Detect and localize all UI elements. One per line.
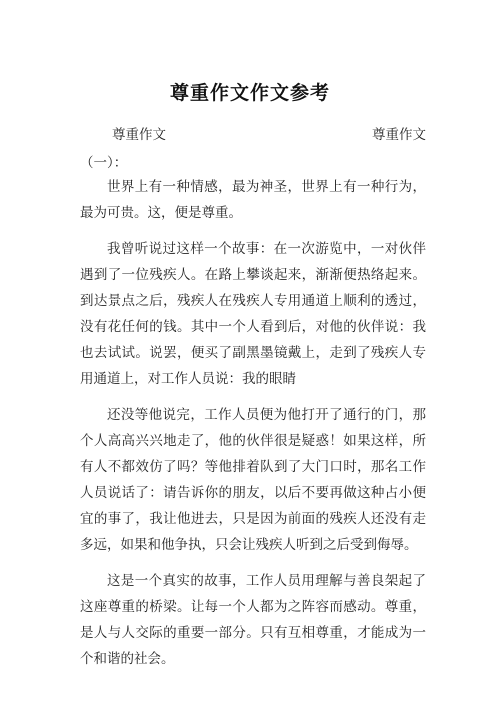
- meta-left-label: 尊重作文: [112, 127, 166, 143]
- paragraph: 我曾听说过这样一个故事：在一次游览中，一对伙伴遇到了一位残疾人。在路上攀谈起来，渐渐便热络起来。到达景点之后，残疾人在残疾人专用通道上顺利的透过，没有花任何的钱。其中一个人看到后，对他的伙伴说：我也去试试。说罢，便买了副黑墨镜戴上，走到了残疾人专用通道上，对工作人员说：我的眼睛: [80, 241, 426, 387]
- paragraph: 还没等他说完，工作人员便为他打开了通行的门，那个人高高兴兴地走了，他的伙伴很是疑惑！如果这样，所有人不都效仿了吗？等他排着队到了大门口时，那名工作人员说话了：请告诉你的朋友，以后不要再做这种占小便宜的事了，我让他进去，只是因为前面的残疾人还没有走多远，如果和他争执，只会让残疾人听到之后受到侮辱。: [80, 407, 426, 553]
- document-title: 尊重作文作文参考: [169, 82, 330, 104]
- meta-right-label: 尊重作文: [372, 127, 426, 143]
- paragraph: 这是一个真实的故事，工作人员用理解与善良架起了这座尊重的桥梁。让每一个人都为之阵容而感动。尊重，是人与人交际的重要一部分。只有互相尊重，才能成为一个和谐的社会。: [80, 573, 426, 667]
- document-body: [80, 174, 426, 682]
- section-label: （一）：: [80, 155, 128, 171]
- paragraph: 世界上有一种情感，最为神圣，世界上有一种行为，最为可贵。这，便是尊重。: [80, 179, 426, 221]
